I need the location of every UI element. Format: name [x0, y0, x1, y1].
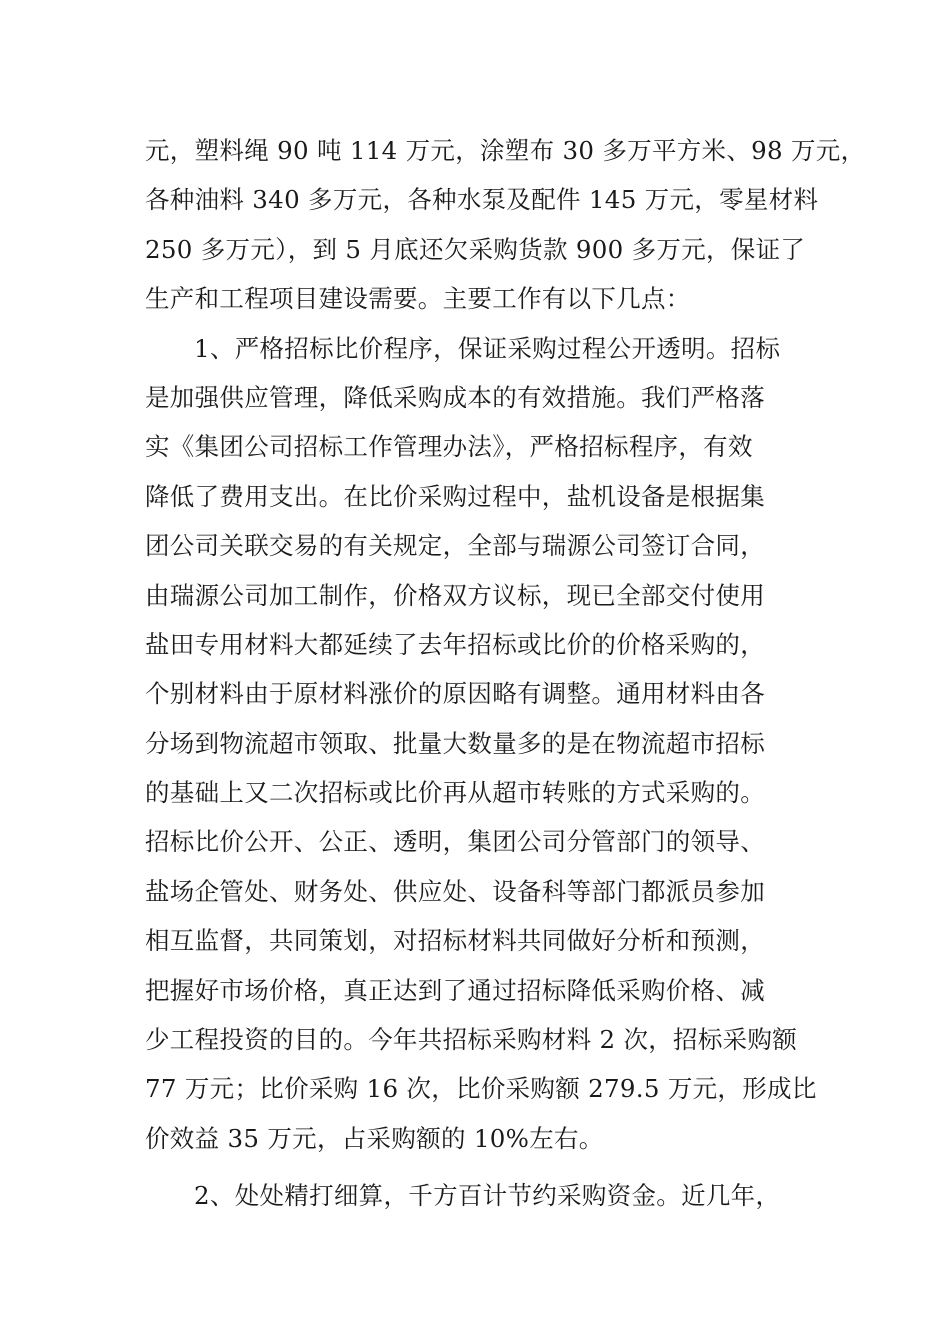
text-line: 把握好市场价格，真正达到了通过招标降低采购价格、减: [145, 975, 765, 1005]
text-line: 77 万元；比价采购 16 次，比价采购额 279.5 万元，形成比: [145, 1074, 817, 1104]
text-line: 元，塑料绳 90 吨 114 万元，涂塑布 30 多万平方米、98 万元，: [145, 136, 866, 165]
text-line: 由瑞源公司加工制作，价格双方议标，现已全部交付使用: [145, 580, 765, 610]
text-line: 生产和工程项目建设需要。主要工作有以下几点：: [145, 284, 691, 314]
text-line: 招标比价公开、公正、透明，集团公司分管部门的领导、: [145, 827, 765, 857]
text-line: 是加强供应管理，降低采购成本的有效措施。我们严格落: [145, 382, 765, 412]
text-line: 分场到物流超市领取、批量大数量多的是在物流超市招标: [145, 728, 765, 758]
paragraph-gap: [145, 1163, 810, 1171]
text-line: 250 多万元），到 5 月底还欠采购货款 900 多万元，保证了: [145, 234, 806, 264]
text-line: 的基础上又二次招标或比价再从超市转账的方式采购的。: [145, 778, 765, 808]
body-text: [145, 126, 866, 1221]
text-line: 各种油料 340 多万元，各种水泵及配件 145 万元，零星材料: [145, 185, 819, 215]
text-line: 盐场企管处、财务处、供应处、设备科等部门都派员参加: [145, 876, 765, 906]
paragraph-2-heading-line: 2、处处精打细算，千方百计节约采购资金。近几年，: [194, 1181, 781, 1211]
text-line: 实《集团公司招标工作管理办法》，严格招标程序，有效: [145, 432, 753, 462]
text-line: 盐田专用材料大都延续了去年招标或比价的价格采购的，: [145, 629, 765, 659]
text-line: 价效益 35 万元，占采购额的 10%左右。: [145, 1123, 604, 1153]
paragraph-1-heading-line: 1、严格招标比价程序，保证采购过程公开透明。招标: [194, 333, 781, 363]
text-line: 降低了费用支出。在比价采购过程中，盐机设备是根据集: [145, 481, 765, 511]
text-line: 相互监督，共同策划，对招标材料共同做好分析和预测，: [145, 926, 765, 956]
text-line: 个别材料由于原材料涨价的原因略有调整。通用材料由各: [145, 679, 765, 709]
text-line: 团公司关联交易的有关规定，全部与瑞源公司签订合同，: [145, 531, 765, 561]
text-line: 少工程投资的目的。今年共招标采购材料 2 次，招标采购额: [145, 1025, 798, 1055]
